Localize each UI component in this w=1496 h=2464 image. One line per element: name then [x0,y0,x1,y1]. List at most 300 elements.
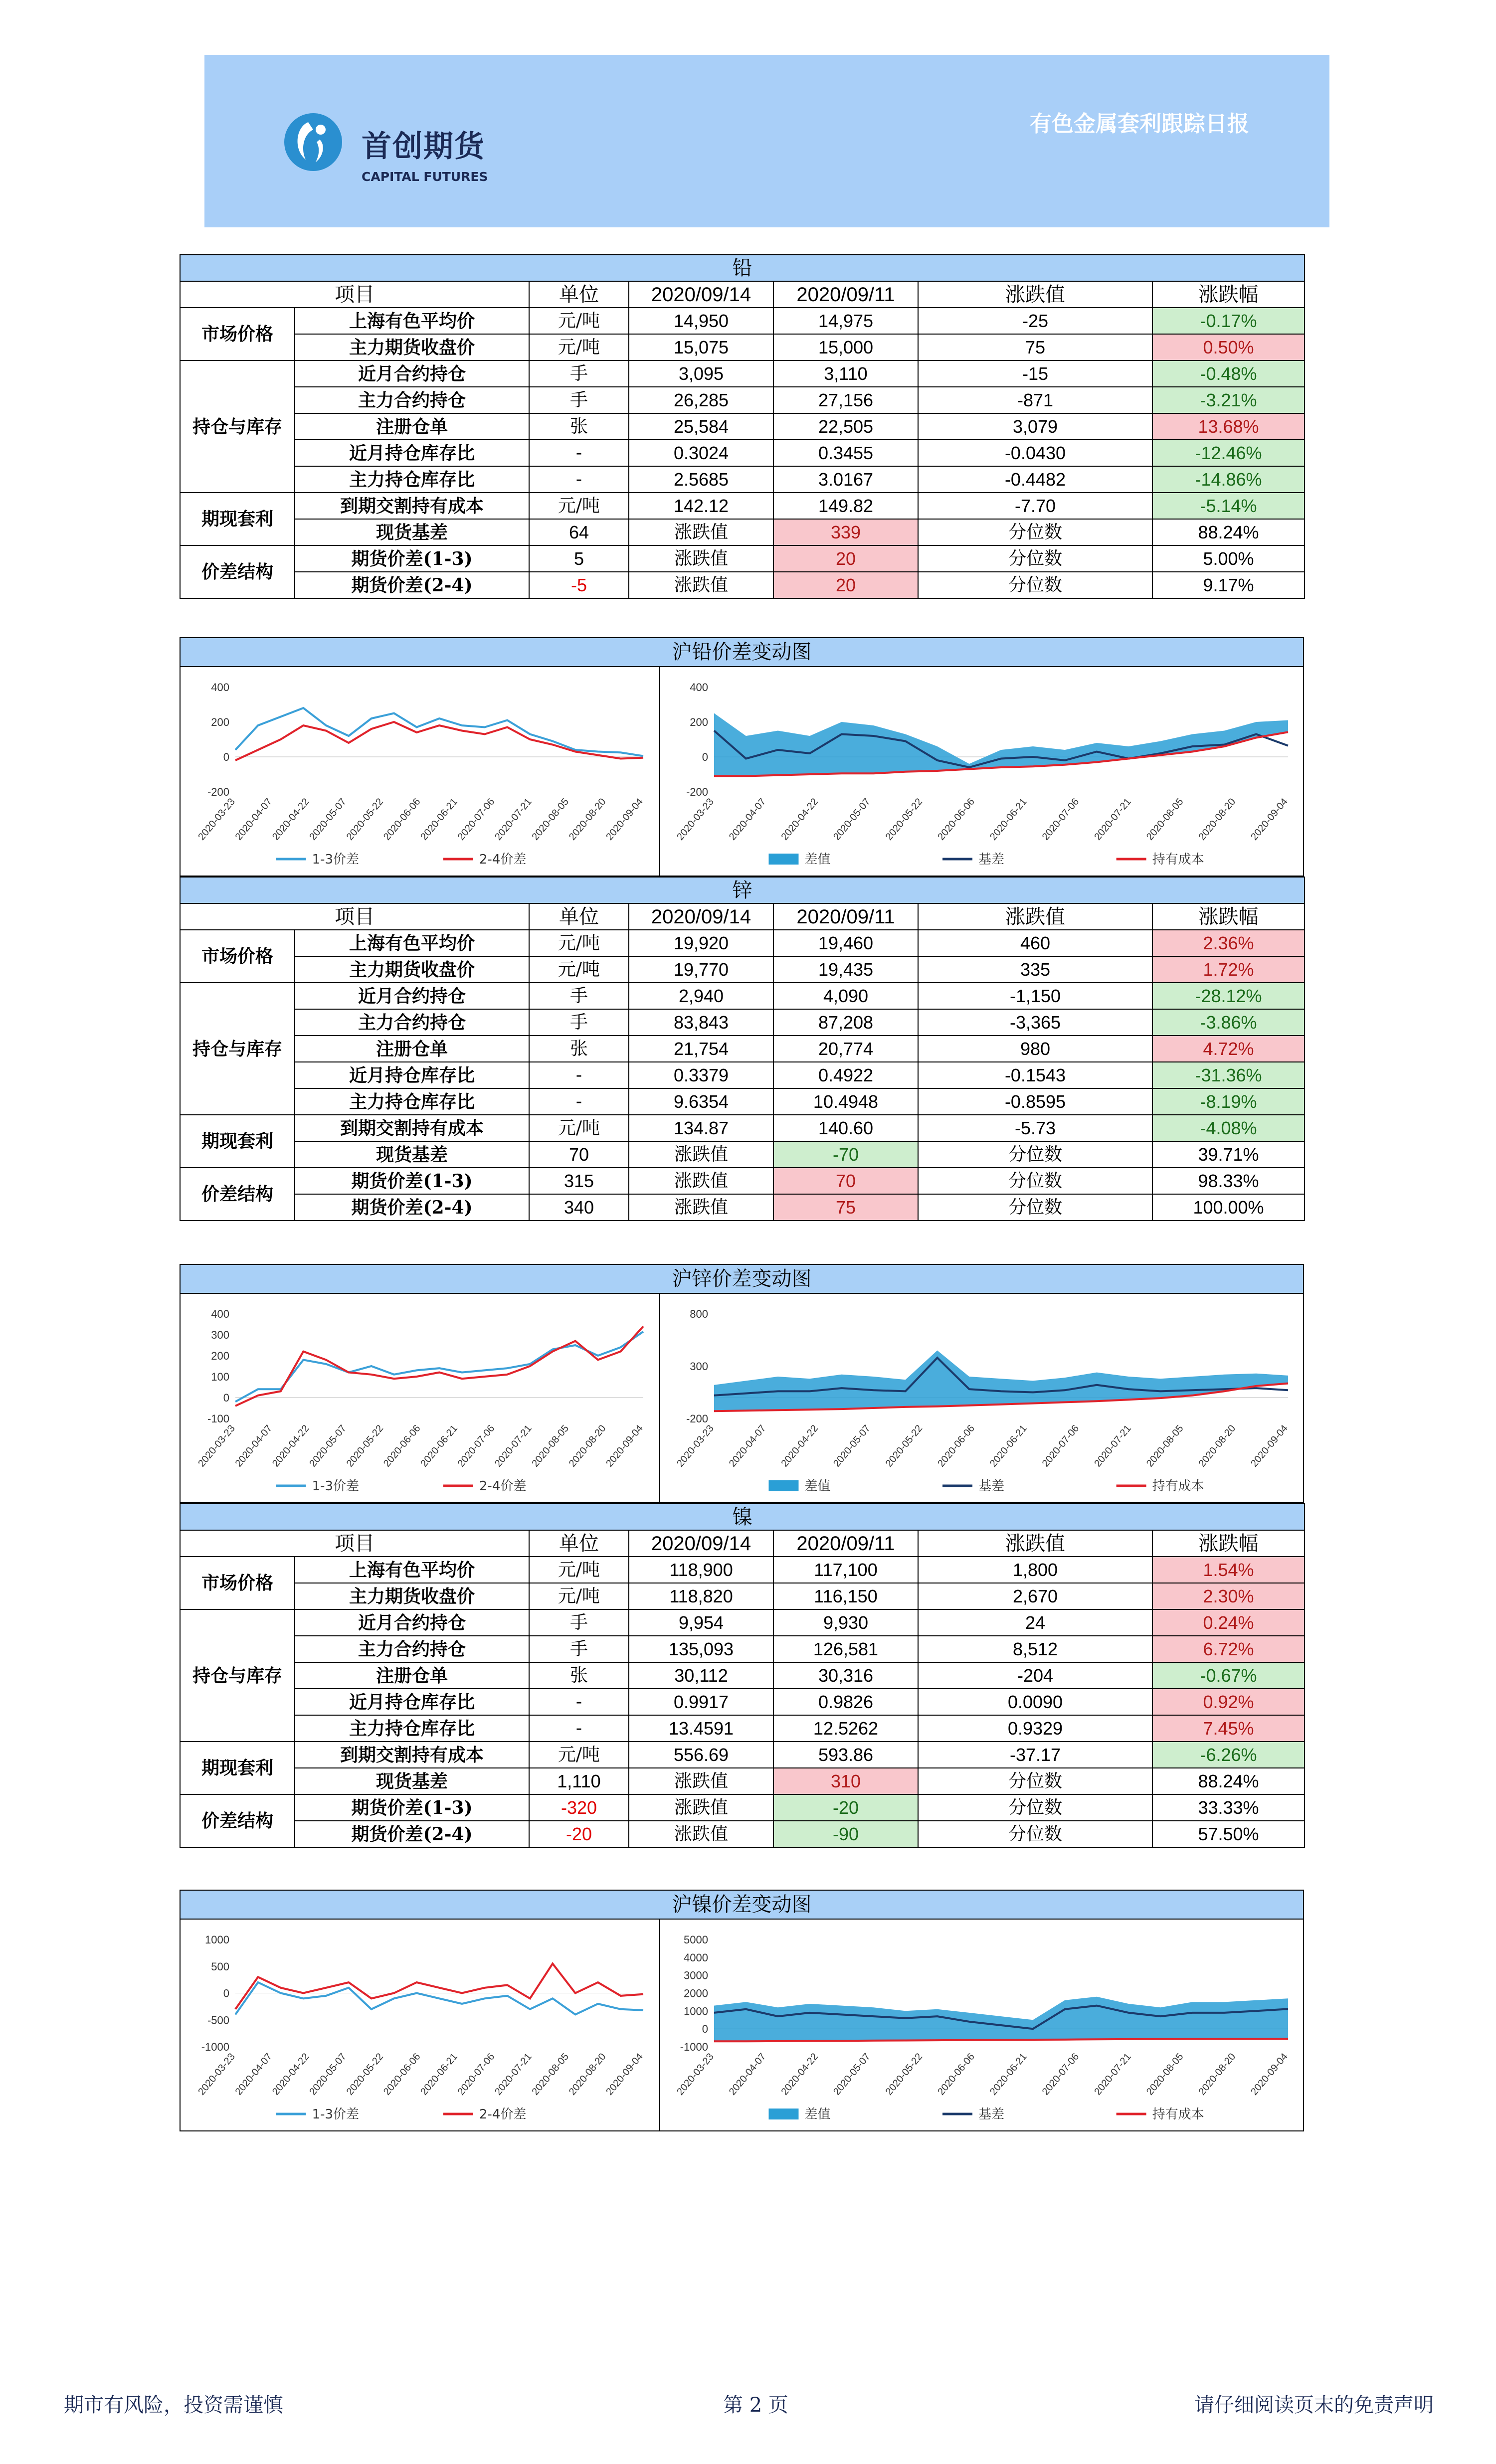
row-unit: - [529,1715,629,1742]
table-row [180,1168,1305,1194]
spread-change: 75 [773,1194,918,1221]
spread-quantile: 9.17% [1152,572,1305,598]
basis-area-chart [659,667,1303,877]
legend-label: 差值 [804,2107,831,2122]
row-item: 上海有色平均价 [295,930,529,956]
row-change: -5.73 [918,1115,1152,1141]
x-tick-label: 2020-03-23 [196,796,237,843]
chart-canvas [659,667,1303,877]
spread-quantile: 57.50% [1152,1821,1305,1847]
x-tick-label: 2020-08-20 [566,1423,608,1469]
x-tick-label: 2020-04-22 [779,2051,821,2098]
y-tick-label: 1000 [684,2005,708,2018]
x-tick-label: 2020-09-04 [1249,796,1290,843]
row-item: 现货基差 [295,519,529,545]
zinc-chart-section [180,1264,1304,1503]
row-value-2: 19,460 [773,930,918,956]
row-pct: -3.21% [1152,387,1305,413]
x-tick-label: 2020-06-06 [935,1423,977,1469]
row-unit: 元/吨 [529,956,629,983]
row-pct: -12.46% [1152,440,1305,466]
group-label: 市场价格 [180,308,295,360]
row-pct: 1.54% [1152,1557,1305,1583]
chart-canvas [181,1294,658,1503]
y-tick-label: -200 [207,786,229,798]
row-pct: -31.36% [1152,1062,1305,1088]
y-tick-label: -1000 [680,2041,708,2053]
col-item: 项目 [180,1530,529,1557]
col-change: 涨跌值 [918,1530,1152,1557]
col-pct: 涨跌幅 [1152,1530,1305,1557]
group-label: 市场价格 [180,930,295,983]
nickel-table [180,1503,1305,1848]
row-value-2: 9,930 [773,1609,918,1636]
x-tick-label: 2020-04-07 [233,1423,275,1469]
logo-text-cn: 首创期货 [362,129,485,164]
y-tick-label: 400 [211,1308,229,1320]
row-item: 现货基差 [295,1768,529,1794]
legend-swatch [768,1480,798,1491]
row-item: 期货价差(1-3) [295,1794,529,1821]
row-change: 3,079 [918,413,1152,440]
table-row [180,334,1305,360]
spread-quantile: 5.00% [1152,545,1305,572]
row-unit: 元/吨 [529,1557,629,1583]
row-unit: 手 [529,387,629,413]
row-pct: 2.36% [1152,930,1305,956]
x-tick-label: 2020-08-20 [1196,1423,1238,1469]
y-tick-label: 0 [223,1392,229,1404]
row-value-2: 0.3455 [773,440,918,466]
col-change: 涨跌值 [918,281,1152,308]
table-row [180,1742,1305,1768]
legend-label: 差值 [804,852,831,867]
footer-page-number: 第 2 页 [723,2394,788,2417]
legend-label: 基差 [978,852,1005,867]
row-unit: 元/吨 [529,493,629,519]
series-area [714,1351,1288,1411]
table-row [180,519,1305,545]
table-row [180,1036,1305,1062]
group-label: 价差结构 [180,1168,295,1221]
basis-area-chart [659,1920,1303,2131]
x-tick-label: 2020-09-04 [604,2051,645,2098]
row-pct: 0.50% [1152,334,1305,360]
x-tick-label: 2020-06-06 [381,796,423,843]
row-value-2: 593.86 [773,1742,918,1768]
table-row [180,360,1305,387]
spread-change: -90 [773,1821,918,1847]
y-tick-label: 0 [702,2023,708,2036]
col-date2: 2020/09/11 [773,1530,918,1557]
row-change: -0.1543 [918,1062,1152,1088]
y-tick-label: 400 [211,681,229,694]
x-tick-label: 2020-07-06 [455,2051,497,2098]
metal-name: 锌 [180,877,1305,903]
row-pct: -0.17% [1152,308,1305,334]
table-row [180,440,1305,466]
row-unit: - [529,440,629,466]
x-tick-label: 2020-08-20 [1196,796,1238,843]
row-change: 24 [918,1609,1152,1636]
row-unit: 手 [529,983,629,1009]
x-tick-label: 2020-08-05 [1144,796,1186,843]
table-row [180,1609,1305,1636]
table-row [180,1689,1305,1715]
y-tick-label: -1000 [201,2041,229,2053]
x-tick-label: 2020-04-22 [779,1423,821,1469]
x-tick-label: 2020-08-05 [530,2051,571,2098]
legend-label: 基差 [978,2107,1005,2122]
spread-line-chart [181,667,660,877]
row-unit: 元/吨 [529,1115,629,1141]
row-item: 注册仓单 [295,1662,529,1689]
x-tick-label: 2020-04-22 [270,796,312,843]
x-tick-label: 2020-06-21 [418,796,460,843]
row-change: -3,365 [918,1009,1152,1036]
series-line [235,1332,643,1402]
legend-swatch [768,854,798,865]
row-item: 主力期货收盘价 [295,1583,529,1609]
y-tick-label: 400 [690,681,708,694]
x-tick-label: 2020-06-06 [935,2051,977,2098]
row-pct: 7.45% [1152,1715,1305,1742]
basis-change: 339 [773,519,918,545]
row-value-2: 0.4922 [773,1062,918,1088]
table-row [180,1088,1305,1115]
table-row [180,1194,1305,1221]
row-value-1: 134.87 [629,1115,773,1141]
table-row [180,1636,1305,1662]
row-pct: -4.08% [1152,1115,1305,1141]
row-pct: 2.30% [1152,1583,1305,1609]
col-change: 涨跌值 [918,903,1152,930]
x-tick-label: 2020-07-06 [455,1423,497,1469]
chart-title: 沪铅价差变动图 [181,638,1303,667]
row-item: 注册仓单 [295,1036,529,1062]
row-item: 主力合约持仓 [295,1636,529,1662]
spread-quantile: 33.33% [1152,1794,1305,1821]
x-tick-label: 2020-05-22 [883,796,925,843]
row-change: -204 [918,1662,1152,1689]
y-tick-label: 0 [223,751,229,763]
table-row [180,308,1305,334]
row-value-1: 556.69 [629,1742,773,1768]
x-tick-label: 2020-03-23 [196,1423,237,1469]
x-tick-label: 2020-03-23 [675,796,716,843]
row-pct: -5.14% [1152,493,1305,519]
nickel-chart-section [180,1890,1304,2131]
change-label: 涨跌值 [629,545,773,572]
x-tick-label: 2020-07-06 [1040,796,1082,843]
row-change: 980 [918,1036,1152,1062]
table-row [180,1715,1305,1742]
row-value-1: 19,920 [629,930,773,956]
row-unit: 张 [529,413,629,440]
table-row [180,956,1305,983]
footer-disclaimer-note: 请仔细阅读页末的免责声明 [1194,2394,1434,2417]
spread-value: 315 [529,1168,629,1194]
row-change: 75 [918,334,1152,360]
x-tick-label: 2020-07-21 [493,2051,534,2098]
table-row [180,493,1305,519]
row-value-1: 9,954 [629,1609,773,1636]
metal-name: 铅 [180,255,1305,281]
row-unit: 张 [529,1662,629,1689]
row-item: 近月合约持仓 [295,360,529,387]
y-tick-label: 2000 [684,1987,708,2000]
row-item: 主力持仓库存比 [295,1088,529,1115]
row-value-1: 19,770 [629,956,773,983]
row-unit: 元/吨 [529,1583,629,1609]
x-tick-label: 2020-09-04 [1249,2051,1290,2098]
row-value-2: 19,435 [773,956,918,983]
series-line [235,722,643,760]
x-tick-label: 2020-07-21 [493,1423,534,1469]
x-tick-label: 2020-08-20 [566,796,608,843]
x-tick-label: 2020-09-04 [604,796,645,843]
group-label: 市场价格 [180,1557,295,1609]
row-value-2: 15,000 [773,334,918,360]
change-label: 涨跌值 [629,1141,773,1168]
row-change: -0.4482 [918,466,1152,493]
col-date2: 2020/09/11 [773,903,918,930]
x-tick-label: 2020-05-07 [307,2051,349,2098]
row-pct: 6.72% [1152,1636,1305,1662]
x-tick-label: 2020-05-07 [831,2051,873,2098]
row-item: 近月合约持仓 [295,1609,529,1636]
x-tick-label: 2020-05-07 [307,1423,349,1469]
x-tick-label: 2020-05-22 [883,1423,925,1469]
row-item: 主力持仓库存比 [295,466,529,493]
chart-canvas [659,1920,1303,2131]
row-change: -871 [918,387,1152,413]
basis-quantile: 88.24% [1152,519,1305,545]
row-pct: -6.26% [1152,1742,1305,1768]
x-tick-label: 2020-07-21 [1092,1423,1133,1469]
row-value-2: 3.0167 [773,466,918,493]
row-unit: 元/吨 [529,1742,629,1768]
row-item: 到期交割持有成本 [295,493,529,519]
row-value-1: 2.5685 [629,466,773,493]
row-item: 主力合约持仓 [295,387,529,413]
legend-label: 2-4价差 [479,852,527,867]
x-tick-label: 2020-06-21 [988,1423,1029,1469]
spread-value: -5 [529,572,629,598]
row-value-2: 12.5262 [773,1715,918,1742]
row-value-1: 15,075 [629,334,773,360]
col-item: 项目 [180,903,529,930]
x-tick-label: 2020-04-07 [727,2051,768,2098]
col-unit: 单位 [529,1530,629,1557]
row-pct: -0.67% [1152,1662,1305,1689]
legend-swatch [768,2109,798,2119]
spread-value: 340 [529,1194,629,1221]
x-tick-label: 2020-05-07 [831,1423,873,1469]
row-change: 460 [918,930,1152,956]
row-pct: 13.68% [1152,413,1305,440]
group-label: 持仓与库存 [180,1609,295,1742]
row-value-1: 25,584 [629,413,773,440]
spread-change: 20 [773,545,918,572]
x-tick-label: 2020-07-06 [1040,2051,1082,2098]
basis-area-chart [659,1294,1303,1503]
row-unit: 张 [529,1036,629,1062]
row-unit: 元/吨 [529,930,629,956]
spread-quantile: 100.00% [1152,1194,1305,1221]
legend-label: 差值 [804,1479,831,1494]
row-item: 主力持仓库存比 [295,1715,529,1742]
x-tick-label: 2020-08-05 [530,796,571,843]
x-tick-label: 2020-04-07 [233,796,275,843]
row-item: 注册仓单 [295,413,529,440]
spread-change: 70 [773,1168,918,1194]
row-value-2: 14,975 [773,308,918,334]
spread-change: -20 [773,1794,918,1821]
basis-quantile: 88.24% [1152,1768,1305,1794]
basis-value: 1,110 [529,1768,629,1794]
change-label: 涨跌值 [629,1194,773,1221]
legend-label: 1-3价差 [312,1479,360,1494]
y-tick-label: 500 [211,1960,229,1973]
y-tick-label: 200 [690,716,708,728]
y-tick-label: 0 [702,751,708,763]
row-change: -37.17 [918,1742,1152,1768]
x-tick-label: 2020-06-06 [935,796,977,843]
row-value-1: 83,843 [629,1009,773,1036]
metal-name: 镍 [180,1504,1305,1530]
y-tick-label: -200 [686,1412,708,1425]
row-unit: 元/吨 [529,334,629,360]
quantile-label: 分位数 [918,1768,1152,1794]
table-row [180,1557,1305,1583]
footer-risk-warning: 期市有风险，投资需谨慎 [64,2394,283,2417]
row-value-2: 0.9826 [773,1689,918,1715]
row-change: 8,512 [918,1636,1152,1662]
spread-line-chart [181,1294,660,1503]
y-tick-label: 0 [223,1987,229,2000]
x-tick-label: 2020-08-05 [530,1423,571,1469]
basis-change: -70 [773,1141,918,1168]
y-tick-label: 300 [690,1360,708,1373]
row-value-1: 3,095 [629,360,773,387]
x-tick-label: 2020-08-05 [1144,1423,1186,1469]
series-line [235,1963,643,2009]
row-item: 期货价差(2-4) [295,572,529,598]
row-value-2: 27,156 [773,387,918,413]
change-label: 涨跌值 [629,1768,773,1794]
group-label: 持仓与库存 [180,360,295,493]
basis-value: 64 [529,519,629,545]
x-tick-label: 2020-06-21 [988,796,1029,843]
col-unit: 单位 [529,903,629,930]
change-label: 涨跌值 [629,1168,773,1194]
table-row [180,1009,1305,1036]
y-tick-label: 3000 [684,1969,708,1982]
capital-futures-logo-icon [281,110,346,175]
y-tick-label: 100 [211,1371,229,1383]
col-date1: 2020/09/14 [629,1530,773,1557]
row-item: 近月持仓库存比 [295,1689,529,1715]
series-area [714,1997,1288,2042]
row-item: 近月持仓库存比 [295,1062,529,1088]
table-row [180,1141,1305,1168]
row-value-2: 126,581 [773,1636,918,1662]
row-change: -7.70 [918,493,1152,519]
x-tick-label: 2020-09-04 [1249,1423,1290,1469]
y-tick-label: 200 [211,1350,229,1362]
row-pct: 1.72% [1152,956,1305,983]
group-label: 持仓与库存 [180,983,295,1115]
spread-value: -320 [529,1794,629,1821]
quantile-label: 分位数 [918,1821,1152,1847]
x-tick-label: 2020-07-21 [493,796,534,843]
table-row [180,1768,1305,1794]
basis-change: 310 [773,1768,918,1794]
x-tick-label: 2020-06-21 [418,2051,460,2098]
table-row [180,572,1305,598]
basis-value: 70 [529,1141,629,1168]
legend-label: 1-3价差 [312,852,360,867]
row-value-1: 118,820 [629,1583,773,1609]
row-pct: -0.48% [1152,360,1305,387]
quantile-label: 分位数 [918,545,1152,572]
y-tick-label: 4000 [684,1951,708,1964]
legend-label: 持有成本 [1152,2107,1204,2122]
quantile-label: 分位数 [918,572,1152,598]
table-row [180,1821,1305,1847]
row-unit: 手 [529,1609,629,1636]
spread-value: 5 [529,545,629,572]
row-pct: 4.72% [1152,1036,1305,1062]
x-tick-label: 2020-06-06 [381,1423,423,1469]
legend-label: 1-3价差 [312,2107,360,2122]
x-tick-label: 2020-04-22 [779,796,821,843]
y-tick-label: -200 [686,786,708,798]
table-row [180,413,1305,440]
x-tick-label: 2020-07-06 [455,796,497,843]
y-tick-label: 1000 [205,1934,229,1946]
x-tick-label: 2020-03-23 [675,2051,716,2098]
y-tick-label: 800 [690,1308,708,1320]
group-label: 期现套利 [180,1742,295,1794]
chart-title: 沪锌价差变动图 [181,1265,1303,1294]
row-value-2: 116,150 [773,1583,918,1609]
row-item: 主力合约持仓 [295,1009,529,1036]
basis-quantile: 39.71% [1152,1141,1305,1168]
row-value-1: 13.4591 [629,1715,773,1742]
row-value-2: 149.82 [773,493,918,519]
row-value-1: 142.12 [629,493,773,519]
row-value-2: 30,316 [773,1662,918,1689]
row-item: 期货价差(2-4) [295,1821,529,1847]
row-value-1: 135,093 [629,1636,773,1662]
row-value-1: 0.9917 [629,1689,773,1715]
x-tick-label: 2020-06-21 [418,1423,460,1469]
y-tick-label: 300 [211,1329,229,1341]
y-tick-label: -100 [207,1412,229,1425]
x-tick-label: 2020-04-22 [270,1423,312,1469]
table-row [180,1115,1305,1141]
x-tick-label: 2020-07-06 [1040,1423,1082,1469]
table-row [180,466,1305,493]
col-item: 项目 [180,281,529,308]
col-date2: 2020/09/11 [773,281,918,308]
col-date1: 2020/09/14 [629,903,773,930]
row-item: 现货基差 [295,1141,529,1168]
row-change: 0.0090 [918,1689,1152,1715]
row-value-1: 14,950 [629,308,773,334]
